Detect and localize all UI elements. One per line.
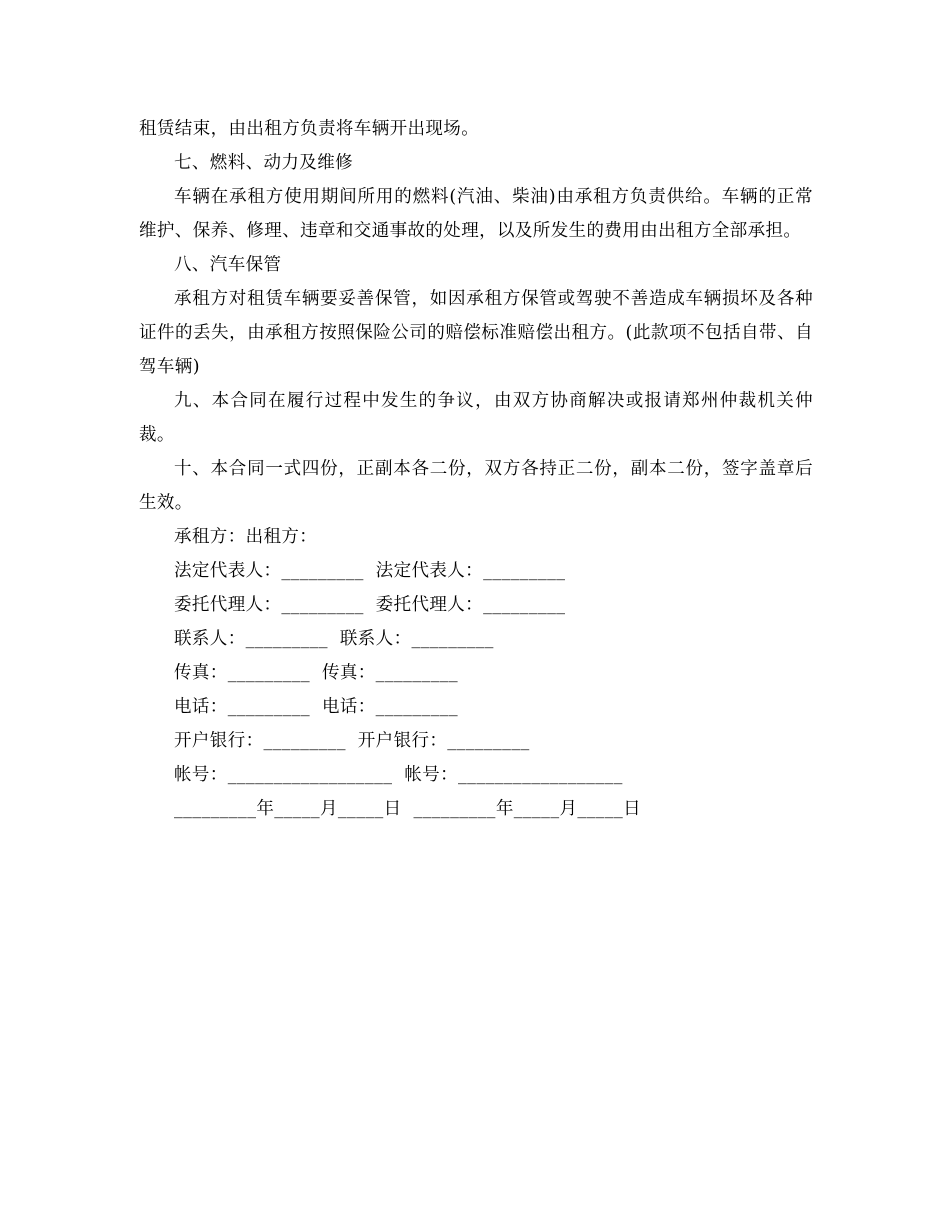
signature-account-number: 帐号：__________________ 帐号：__________________: [174, 765, 623, 785]
section-heading-storage: 八、汽车保管: [174, 255, 282, 275]
paragraph-continuation: 租赁结束，由出租方负责将车辆开出现场。: [139, 119, 480, 139]
signature-parties: 承租方：出租方：: [174, 527, 318, 547]
signature-date: _________年_____月_____日 _________年_____月_____日: [174, 799, 642, 819]
section-heading-fuel: 七、燃料、动力及维修: [174, 153, 353, 173]
signature-phone: 电话：_________ 电话：_________: [174, 697, 459, 717]
signature-bank: 开户银行：_________ 开户银行：_________: [174, 731, 530, 751]
signature-fax: 传真：_________ 传真：_________: [174, 663, 459, 683]
paragraph-copies: 十、本合同一式四份，正副本各二份，双方各持正二份，副本二份，签字盖章后生效。: [139, 459, 813, 513]
signature-contact-person: 联系人：_________ 联系人：_________: [174, 629, 494, 649]
signature-authorized-agent: 委托代理人：_________ 委托代理人：_________: [174, 595, 566, 615]
paragraph-dispute: 九、本合同在履行过程中发生的争议，由双方协商解决或报请郑州仲裁机关仲裁。: [139, 391, 813, 445]
document-body: [139, 112, 813, 826]
signature-block: [139, 520, 813, 826]
signature-legal-representative: 法定代表人：_________ 法定代表人：_________: [174, 561, 566, 581]
paragraph-storage: 承租方对租赁车辆要妥善保管，如因承租方保管或驾驶不善造成车辆损坏及各种证件的丢失，由承租方按照保险公司的赔偿标准赔偿出租方。(此款项不包括自带、自驾车辆): [139, 289, 813, 377]
paragraph-fuel: 车辆在承租方使用期间所用的燃料(汽油、柴油)由承租方负责供给。车辆的正常维护、保养、修理、违章和交通事故的处理，以及所发生的费用由出租方全部承担。: [139, 187, 813, 241]
